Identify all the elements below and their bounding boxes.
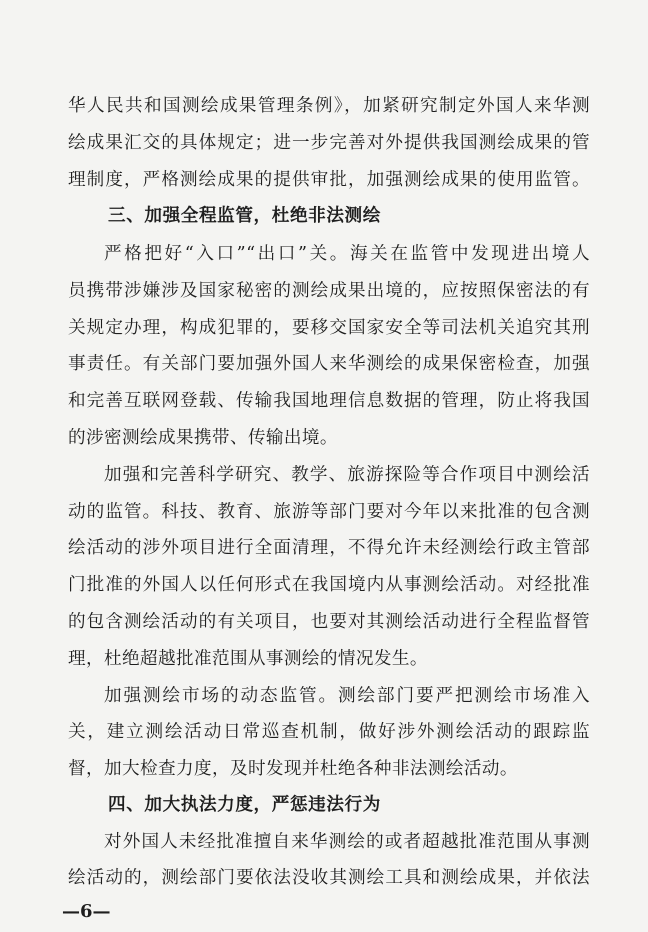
body-text-line: 绘活动的涉外项目进行全面清理，不得允许未经测绘行政主管部	[68, 538, 590, 558]
body-text-line: 事责任。有关部门要加强外国人来华测绘的成果保密检查，加强	[68, 354, 590, 374]
body-text-line: 和完善互联网登载、传输我国地理信息数据的管理，防止将我国	[68, 391, 590, 411]
section-heading-3: 三、加强全程监管，杜绝非法测绘	[108, 206, 381, 226]
body-text-line: 门批准的外国人以任何形式在我国境内从事测绘活动。对经批准	[68, 575, 590, 595]
body-text-line: 的涉密测绘成果携带、传输出境。	[68, 428, 338, 448]
paragraph-first-line: 严格把好“入口”“出口”关。海关在监管中发现进出境人	[104, 244, 590, 264]
section-heading-4: 四、加大执法力度，严惩违法行为	[108, 795, 381, 815]
body-text-line: 的包含测绘活动的有关项目，也要对其测绘活动进行全程监督管	[68, 612, 590, 632]
page-number: —6—	[62, 901, 111, 922]
body-text-line: 理，杜绝超越批准范围从事测绘的情况发生。	[68, 649, 428, 669]
paragraph-first-line: 对外国人未经批准擅自来华测绘的或者超越批准范围从事测	[104, 832, 590, 852]
body-text-line: 理制度，严格测绘成果的提供审批，加强测绘成果的使用监管。	[68, 170, 590, 190]
body-text-line: 员携带涉嫌涉及国家秘密的测绘成果出境的，应按照保密法的有	[68, 281, 590, 301]
body-text-line: 绘活动的，测绘部门要依法没收其测绘工具和测绘成果，并依法	[68, 868, 590, 888]
body-text-line: 华人民共和国测绘成果管理条例》，加紧研究制定外国人来华测	[68, 96, 590, 116]
body-text-line: 督，加大检查力度，及时发现并杜绝各种非法测绘活动。	[68, 759, 518, 779]
body-text-line: 关，建立测绘活动日常巡查机制，做好涉外测绘活动的跟踪监	[68, 722, 590, 742]
body-text-line: 绘成果汇交的具体规定；进一步完善对外提供我国测绘成果的管	[68, 133, 590, 153]
paragraph-first-line: 加强测绘市场的动态监管。测绘部门要严把测绘市场准入	[104, 686, 590, 706]
body-text-line: 关规定办理，构成犯罪的，要移交国家安全等司法机关追究其刑	[68, 318, 590, 338]
body-text-line: 动的监管。科技、教育、旅游等部门要对今年以来批准的包含测	[68, 502, 590, 522]
paragraph-first-line: 加强和完善科学研究、教学、旅游探险等合作项目中测绘活	[104, 465, 590, 485]
